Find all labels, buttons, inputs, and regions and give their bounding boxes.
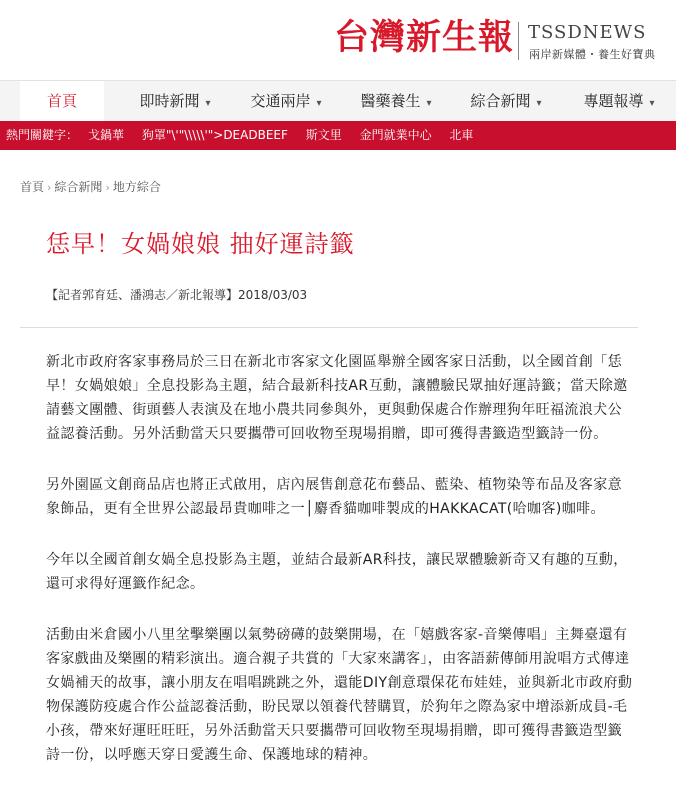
chevron-right-icon: › [105, 181, 110, 194]
breadcrumb [20, 178, 161, 195]
chevron-down-icon: ▾ [649, 98, 655, 109]
hot-keyword-link[interactable]: 金門就業中心 [359, 128, 432, 142]
article-paragraph: 新北市政府客家事務局於三日在新北市客家文化園區舉辦全國客家日活動，以全國首創「恁早！女媧娘娘」全息投影為主題，結合最新科技AR互動，讓體驗民眾抽好運詩籤；當天除邀請藝文團體、街頭藝人表演及在地小農共同參與外，更與動保處合作辦理狗年旺福流浪犬公益認養活動。另外活動當天只要攜帶可回收物至現場捐贈，即可獲得書籤造型籤詩一份。 [46, 354, 628, 442]
article-body [46, 350, 636, 794]
chevron-down-icon: ▾ [536, 98, 542, 109]
logo-divider [518, 22, 519, 60]
nav-item-general[interactable] [452, 81, 560, 121]
hot-keyword-link[interactable]: 北車 [449, 128, 474, 142]
chevron-right-icon: › [47, 181, 52, 194]
site-logo-en[interactable]: TSSDNEWS [528, 22, 647, 43]
chevron-down-icon: ▾ [426, 98, 432, 109]
chevron-down-icon: ▾ [316, 98, 322, 109]
hot-keywords-label: 熱門關鍵字： [6, 128, 79, 142]
breadcrumb-link[interactable]: 綜合新聞 [54, 180, 103, 194]
breadcrumb-current[interactable]: 地方綜合 [112, 180, 161, 194]
nav-item-label: 首頁 [46, 92, 77, 110]
nav-item-transport[interactable] [232, 81, 340, 121]
nav-item-label: 專題報導 [583, 92, 644, 110]
hot-keyword-link[interactable]: 戈鍋華 [88, 128, 125, 142]
article-paragraph: 今年以全國首創女媧全息投影為主題，並結合最新AR科技，讓民眾體驗新奇又有趣的互動，還可求得好運籤作紀念。 [46, 552, 628, 592]
hot-keyword-link[interactable]: 狗罩"\'"\\\\\'">DEADBEEF [141, 128, 288, 142]
site-slogan: 兩岸新媒體・養生好寶典 [529, 48, 656, 61]
breadcrumb-link[interactable]: 首頁 [20, 180, 45, 194]
article-paragraph: 另外園區文創商品店也將正式啟用，店內展售創意花布藝品、藍染、植物染等布品及客家意象飾品，更有全世界公認最昂貴咖啡之一│麝香貓咖啡製成的HAKKACAT(哈咖客)咖啡。 [46, 477, 622, 517]
nav-item-home[interactable] [20, 81, 104, 121]
chevron-down-icon: ▾ [205, 98, 211, 109]
nav-item-special[interactable] [562, 81, 676, 121]
main-nav [0, 80, 676, 121]
article-paragraph: 活動由米倉國小八里坌擊樂團以氣勢磅礡的鼓樂開場，在「嬉戲客家-音樂傳唱」主舞臺還有客家戲曲及樂團的精彩演出。適合親子共賞的「大家來講客」，由客語薪傳師用說唱方式傳達女媧補天的故事，讓小朋友在唱唱跳跳之外，還能DIY創意環保花布娃娃，並與新北市政府動物保護防疫處合作公益認養活動，盼民眾以領養代替購買，於狗年之際為家中增添新成員-毛小孩，帶來好運旺旺旺，另外活動當天只要攜帶可回收物至現場捐贈，即可獲得書籤造型籤詩一份，以呼應天穿日愛護生命、保護地球的精神。 [46, 627, 633, 763]
site-logo[interactable]: 台灣新生報 [334, 17, 515, 58]
nav-item-label: 綜合新聞 [470, 92, 531, 110]
hot-keywords-list [88, 121, 487, 150]
hot-keyword-link[interactable]: 斯文里 [305, 128, 342, 142]
hot-keywords-bar [0, 121, 676, 150]
nav-item-label: 交通兩岸 [250, 92, 311, 110]
article-byline: 【記者郭育廷、潘鴻志／新北報導】2018/03/03 [46, 288, 308, 302]
site-header [0, 0, 676, 80]
divider [20, 327, 638, 328]
nav-item-label: 醫藥養生 [360, 92, 421, 110]
nav-item-health[interactable] [342, 81, 450, 121]
nav-item-breaking[interactable] [122, 81, 228, 121]
article-title: 恁早！女媧娘娘 抽好運詩籤 [46, 230, 355, 258]
nav-item-label: 即時新聞 [139, 92, 200, 110]
